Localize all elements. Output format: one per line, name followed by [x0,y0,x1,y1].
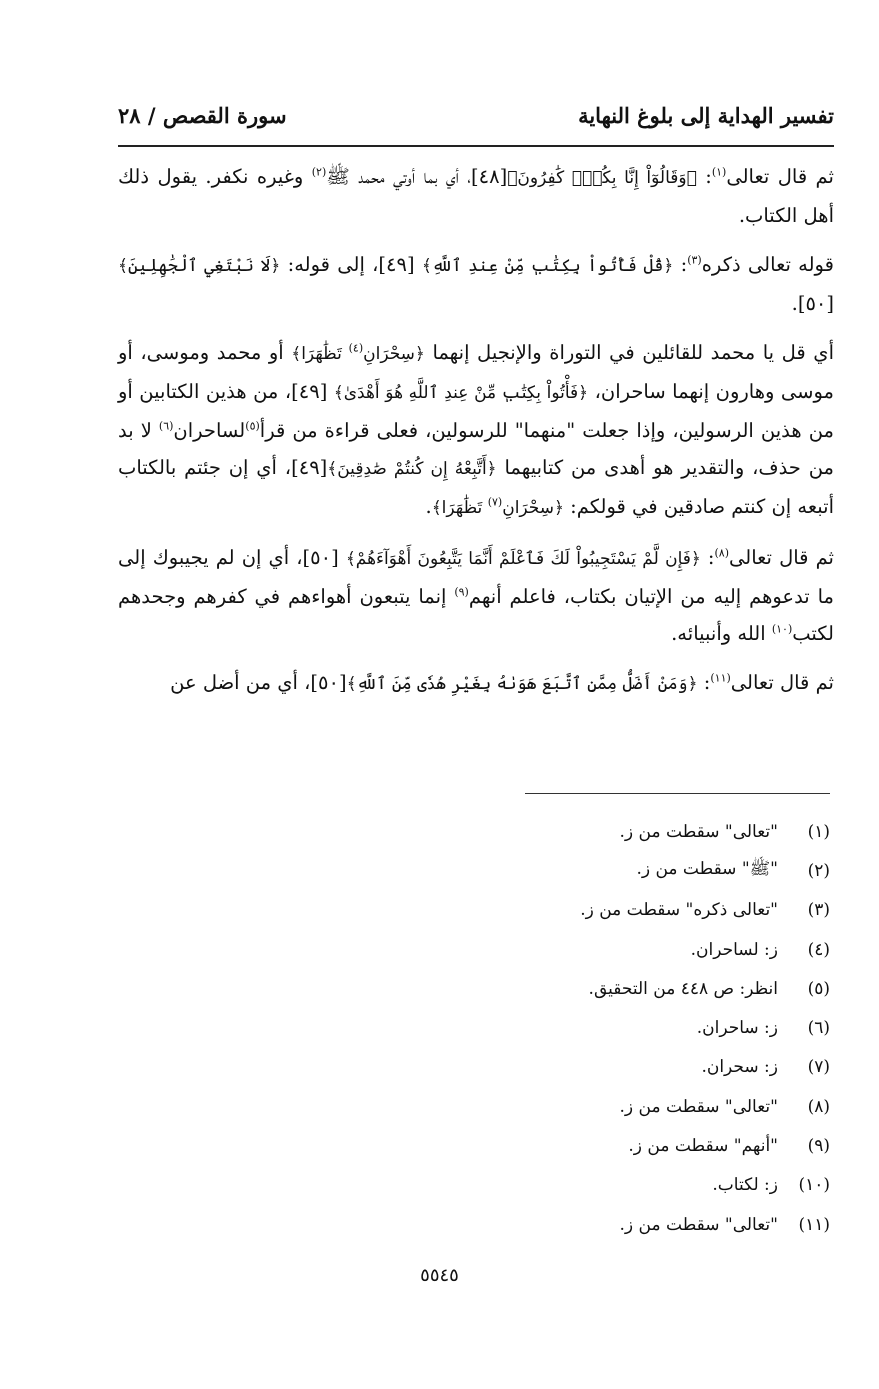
footnotes-list [300,812,830,1244]
text-segment: ثم قال تعالى [726,165,834,188]
paragraph [118,664,834,703]
footnote-item [300,1087,830,1126]
text-segment: لساحران [173,419,246,442]
text-segment: : [697,671,711,694]
text-segment: لا بد من حذف، والتقدير هو أهدى من كتابيهما [118,419,834,479]
quran-quote: ﴿سِحْرَانِ [363,344,425,364]
footnote-number: (٣) [807,900,830,921]
footnote-number: (٧) [807,1057,830,1078]
quran-quote: ﴿فَإِن لَّمْ يَسْتَجِيبُواْ لَكَ فَٱعْلَمْ أَنَّمَا يَتَّبِعُونَ أَهْوَآءَهُمْ﴾ [345,549,701,569]
footnote-number: (١٠) [798,1175,830,1196]
text-segment: [٤٩]، من هذين الكتابين أو من هذين الرسولين، وإذا جعلت "منهما" للرسولين، فعلى قراءة من قرأ [118,380,835,442]
text-segment: : [700,546,715,569]
footnote-number: (٤) [807,939,830,960]
footnote-text: ز: ساحران. [696,1018,778,1039]
footnote-ref: (٣) [687,253,702,267]
quran-quote: ﴿لَا نَبْتَغِي ٱلْجَٰهِلِينَ﴾ [118,256,281,276]
text-segment: [٤٨]، أي بما أوتي محمد ﷺ [326,165,508,188]
main-text [118,158,834,703]
footnote-ref: (٥) [245,419,260,433]
footnote-ref: (٢) [311,165,327,179]
running-header [118,95,834,135]
footnote-text: "ﷺ" سقطت من ز. [636,859,778,880]
quran-quote: ﴿وَقَالُوٓاْ إِنَّا بِكُلّٖ كَٰفِرُونَ﴾ [507,168,697,188]
footnote-item [300,891,830,930]
footnote-number: (٩) [807,1136,830,1157]
footnote-number: (٦) [807,1018,830,1039]
text-segment: : [696,165,712,188]
footnote-text: ز: لكتاب. [712,1175,778,1196]
paragraph [118,539,834,652]
footnote-number: (٢) [807,860,830,881]
footnote-item [300,1205,830,1244]
footnote-text: "تعالى" سقطت من ز. [619,1214,778,1235]
footnote-ref: (٧) [487,495,503,509]
footnote-ref: (٦) [158,419,174,433]
footnote-ref: (٤) [348,341,364,355]
footnote-item [300,812,830,851]
quran-quote: تَظَٰهَرَا﴾ [291,344,349,364]
header-rule [118,145,834,147]
surah-label: سورة القصص / ٢٨ [118,102,287,128]
footnote-item [300,1008,830,1047]
text-segment: [٤٩]، أي إن جئتم بالكتاب أتبعه إن كنتم صادقين في قولكم: [118,456,834,518]
footnote-number: (١) [807,821,830,842]
quran-quote: ﴿وَمَنْ أَضَلُّ مِمَّنِ ٱتَّبَعَ هَوَىٰهُ بِغَيْرِ هُدٗى مِّنَ ٱللَّهِ﴾ [346,674,698,694]
footnote-text: "أنهم" سقطت من ز. [628,1136,778,1157]
footnote-ref: (١) [711,165,727,179]
footnote-text: "تعالى" سقطت من ز. [619,1096,778,1117]
text-segment: [٤٩]، إلى قوله: [280,253,422,276]
footnote-text: "تعالى" سقطت من ز. [619,821,778,842]
footnote-item [300,969,830,1008]
footnote-item [300,1048,830,1087]
paragraph [118,158,834,234]
footnote-number: (٥) [807,978,830,999]
footnote-ref: (١٠) [771,622,793,636]
text-segment: [٥٠]. [791,292,834,315]
quran-quote: ﴿سِحْرَانِ [502,498,564,518]
text-segment: أو محمد وموسى، أو موسى وهارون إنهما ساحران، [118,341,835,403]
text-segment: أي قل يا محمد للقائلين في التوراة والإنجيل إنهما [424,341,834,364]
text-segment: : [673,253,688,276]
text-segment: [٥٠]، أي من أضل عن [170,671,347,694]
quran-quote: ﴿قُلْ فَأْتُواْ بِكِتَٰبٖ مِّنْ عِندِ ٱللَّهِ﴾ [421,256,674,276]
text-segment: إنما يتبعون أهواءهم في كفرهم وجحدهم لكتب [118,585,834,645]
paragraph [118,246,834,322]
quran-quote: ﴿أَتَّبِعْهُ إِن كُنتُمْ صَٰدِقِينَ﴾ [327,459,497,479]
footnote-ref: (١١) [710,671,731,685]
text-segment: قوله تعالى ذكره [701,253,834,276]
footnote-text: انظر: ص ٤٤٨ من التحقيق. [588,978,778,999]
footnote-text: ز: سحران. [701,1057,778,1078]
footnote-number: (٨) [807,1096,830,1117]
footnote-item [300,1126,830,1165]
text-segment: وغيره نكفر. يقول ذلك أهل الكتاب. [118,165,834,227]
book-title: تفسير الهداية إلى بلوغ النهاية [578,102,834,128]
page-number: ٥٥٤٥ [420,1265,459,1286]
footnote-separator [525,793,830,794]
footnote-ref: (٩) [454,585,469,599]
text-segment: ثم قال تعالى [729,546,834,569]
footnote-item [300,930,830,969]
text-segment: . [425,495,432,518]
quran-quote: تَظَٰهَرَا﴾ [431,498,488,518]
text-segment: ثم قال تعالى [730,671,834,694]
footnote-text: ز: لساحران. [690,939,778,960]
quran-quote: ﴿فَأْتُواْ بِكِتَٰبٖ مِّنْ عِندِ ٱللَّهِ هُوَ أَهْدَىٰ﴾ [333,383,589,403]
paragraph [118,334,834,527]
footnote-item [300,1166,830,1205]
footnote-ref: (٨) [714,546,730,560]
footnote-item [300,851,830,890]
text-segment: الله وأنبيائه. [671,622,772,645]
footnote-number: (١١) [798,1214,830,1235]
footnote-text: "تعالى ذكره" سقطت من ز. [580,900,778,921]
text-segment: [٥٠]، أي إن لم يجيبوك إلى ما تدعوهم إليه من الإتيان بكتاب، فاعلم أنهم [118,546,835,608]
